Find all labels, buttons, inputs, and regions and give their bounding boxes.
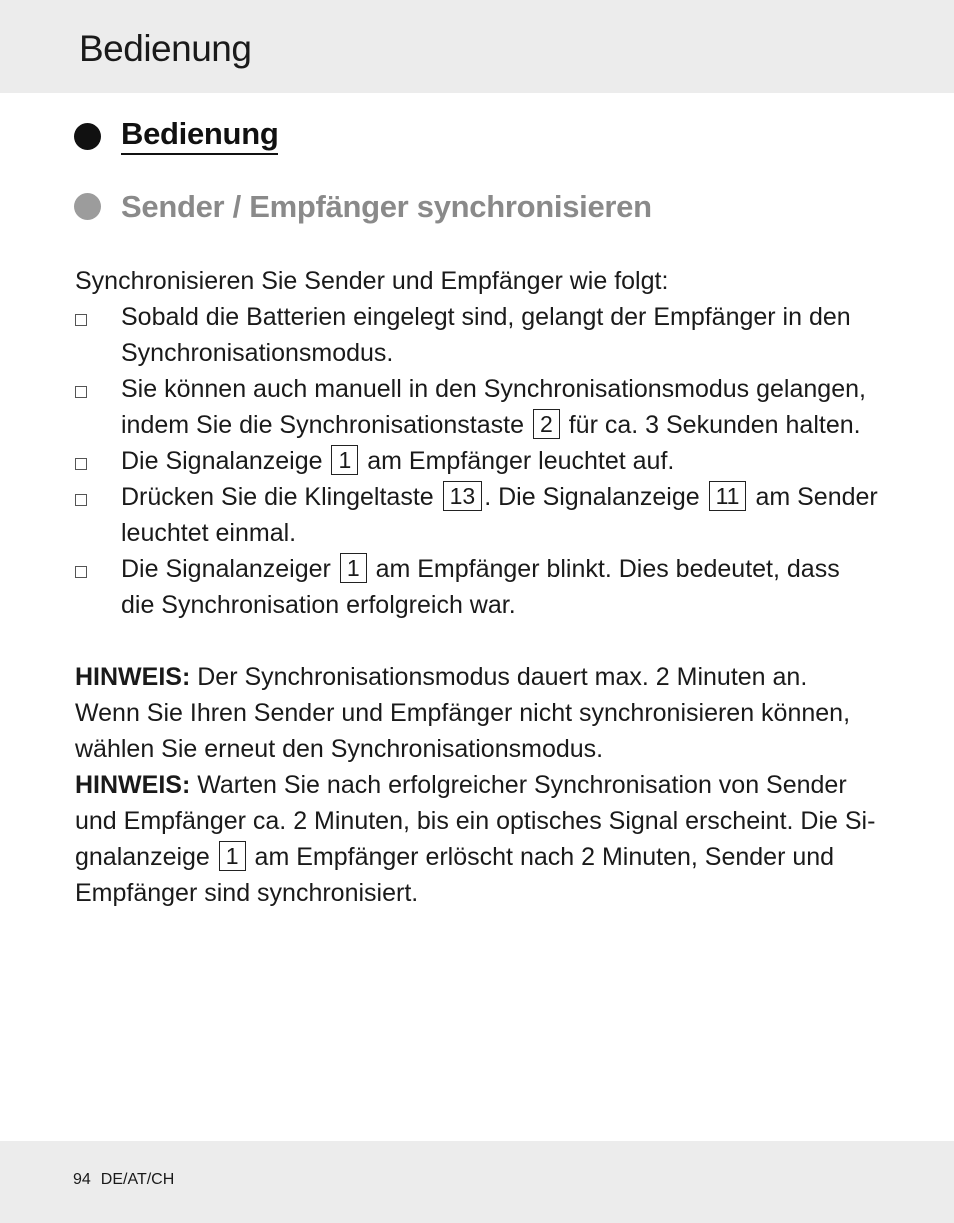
section-heading-bedienung — [74, 118, 278, 155]
page-header-title: Bedienung — [79, 28, 252, 69]
reference-number-box: 2 — [533, 409, 560, 439]
note-label: HINWEIS: — [75, 771, 191, 799]
reference-number-box: 1 — [331, 445, 358, 475]
step-text: am Sender — [755, 483, 878, 511]
step-text: Sobald die Batterien eingelegt sind, gelangt der Empfänger in den — [121, 303, 851, 331]
header-band — [0, 0, 954, 93]
step-text: Synchronisationsmodus. — [121, 339, 394, 367]
note-paragraph — [75, 659, 885, 767]
note-text: am Empfänger erlöscht nach 2 Minuten, Sender und — [254, 843, 835, 871]
step-text: am Empfänger leuchtet auf. — [367, 447, 675, 475]
note-text: Empfänger sind synchronisiert. — [75, 879, 419, 907]
reference-number-box: 1 — [340, 553, 367, 583]
note-text: Warten Sie nach erfolgreicher Synchronisation von Sender — [197, 771, 847, 799]
reference-number-box: 13 — [443, 481, 483, 511]
page-number: 94 — [73, 1171, 91, 1188]
step-text: leuchtet einmal. — [121, 519, 297, 547]
list-item — [75, 443, 895, 479]
checkbox-square-icon — [75, 458, 87, 470]
list-item — [75, 551, 895, 623]
list-item — [75, 479, 895, 551]
note-label: HINWEIS: — [75, 663, 191, 691]
section-heading-text: Sender / Empfänger synchronisieren — [121, 189, 652, 224]
intro-paragraph: Synchronisieren Sie Sender und Empfänger wie folgt: — [75, 267, 669, 295]
reference-number-box: 11 — [709, 481, 747, 511]
bullet-dot-icon — [74, 193, 101, 220]
checkbox-square-icon — [75, 386, 87, 398]
step-text: die Synchronisation erfolgreich war. — [121, 591, 516, 619]
checkbox-square-icon — [75, 566, 87, 578]
note-text: wählen Sie erneut den Synchronisationsmodus. — [75, 735, 604, 763]
section-heading-text: Bedienung — [121, 118, 278, 155]
step-text: indem Sie die Synchronisationstaste — [121, 411, 525, 439]
list-item — [75, 371, 895, 443]
checkbox-square-icon — [75, 314, 87, 326]
step-text: . Die Signalanzeige — [484, 483, 700, 511]
region-label: DE/AT/CH — [100, 1171, 175, 1188]
step-text: Die Signalanzeiger — [121, 555, 331, 583]
bullet-dot-icon — [74, 123, 101, 150]
note-paragraph — [75, 767, 885, 911]
step-text: Die Signalanzeige — [121, 447, 323, 475]
section-heading-synchronisieren — [74, 191, 652, 222]
note-text: gnalanzeige — [75, 843, 210, 871]
steps-list — [75, 299, 895, 623]
reference-number-box: 1 — [219, 841, 246, 871]
step-text: für ca. 3 Sekunden halten. — [568, 411, 861, 439]
step-text: Sie können auch manuell in den Synchronisationsmodus gelangen, — [121, 375, 866, 403]
list-item — [75, 299, 895, 371]
step-text: Drücken Sie die Klingeltaste — [121, 483, 434, 511]
note-text: und Empfänger ca. 2 Minuten, bis ein optisches Signal erscheint. Die Si- — [75, 807, 876, 835]
footer — [73, 1171, 174, 1189]
checkbox-square-icon — [75, 494, 87, 506]
step-text: am Empfänger blinkt. Dies bedeutet, dass — [375, 555, 840, 583]
note-text: Wenn Sie Ihren Sender und Empfänger nicht synchronisieren können, — [75, 699, 851, 727]
note-text: Der Synchronisationsmodus dauert max. 2 Minuten an. — [197, 663, 808, 691]
notes-block — [75, 659, 885, 911]
